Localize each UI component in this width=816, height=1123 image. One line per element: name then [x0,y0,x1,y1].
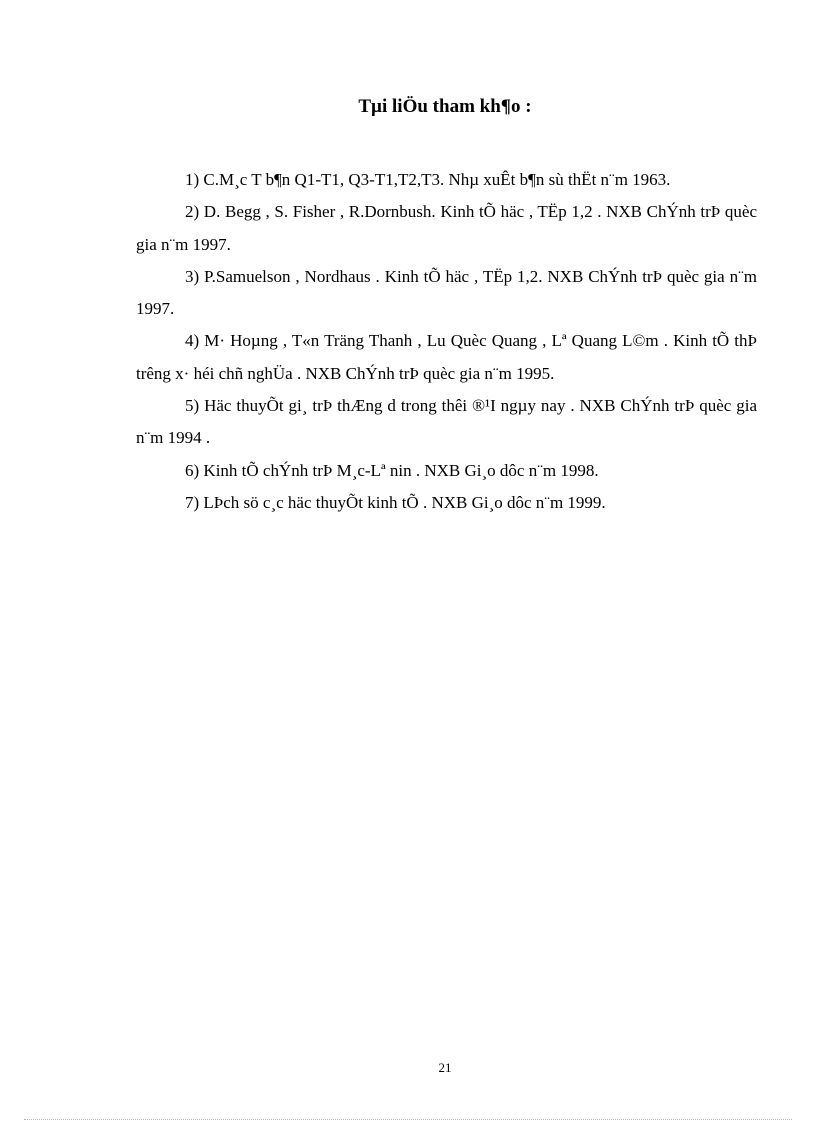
reference-item: 7) LÞch sö c¸c häc thuyÕt kinh tÕ . NXB Gi¸o dôc n¨m 1999. [185,492,606,512]
reference-item: 5) Häc thuyÕt gi¸ trÞ thÆng d trong thêi ®¹I ngµy nay . NXB ChÝnh trÞ quèc gia n¨m 1994 . [136,396,757,448]
reference-item: 6) Kinh tÕ chÝnh trÞ M¸c-Lª nin . NXB Gi¸o dôc n¨m 1998. [185,460,599,480]
reference-item: 1) C.M¸c T b¶n Q1-T1, Q3-T1,T2,T3. Nhµ xuÊt b¶n sù thËt n¨m 1963. [185,170,671,189]
page-bottom-divider [24,1119,792,1120]
reference-item: 4) M· Hoµng , T«n Träng Thanh , Lu Quèc Quang , Lª Quang L©m . Kinh tÕ thÞ trêng x· héi chñ nghÜa . NXB ChÝnh trÞ quèc gia n¨m 1995. [136,331,757,383]
reference-item: 3) P.Samuelson , Nordhaus . Kinh tÕ häc , TËp 1,2. NXB ChÝnh trÞ quèc gia n¨m 1997. [136,266,757,319]
reference-list [136,164,757,519]
reference-item: 2) D. Begg , S. Fisher , R.Dornbush. Kinh tÕ häc , TËp 1,2 . NXB ChÝnh trÞ quèc gia n¨m 1997. [136,202,757,254]
page-number: 21 [438,1060,452,1075]
page-title: Tµi liÖu tham kh¶o : [358,96,532,117]
